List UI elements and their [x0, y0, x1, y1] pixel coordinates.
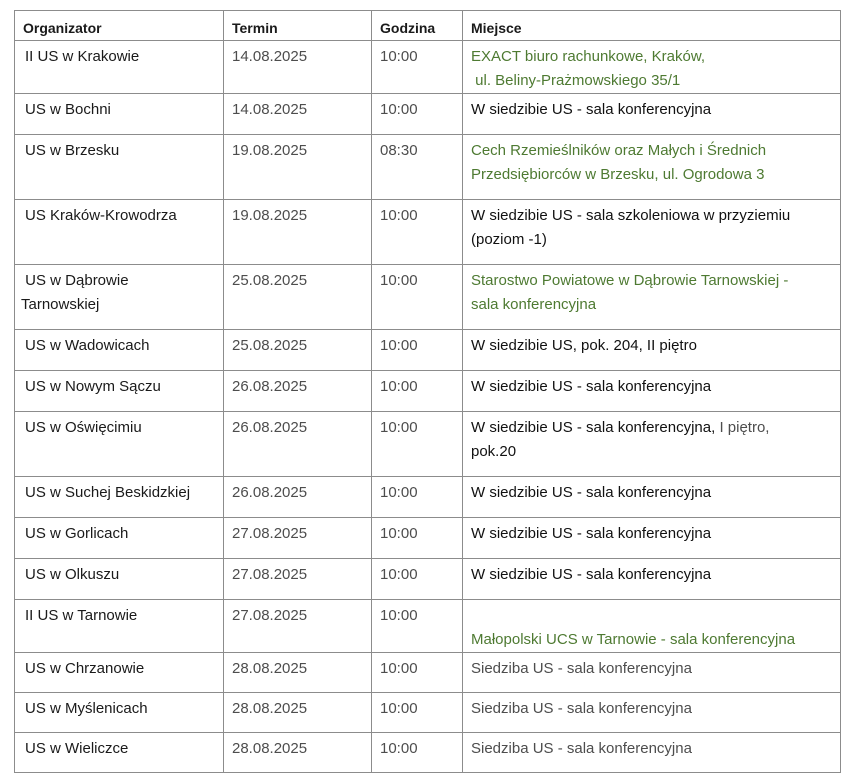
miejsce-text: W siedzibie US - sala konferencyjna [471, 566, 712, 583]
cell-miejsce [463, 200, 841, 265]
miejsce-line [471, 375, 832, 399]
cell-godzina: 10:00 [372, 693, 463, 733]
organizator-text: US w Myślenicach [25, 700, 148, 717]
table-row [15, 518, 841, 559]
cell-godzina: 10:00 [372, 559, 463, 600]
organizator-text: US w Olkuszu [25, 566, 120, 583]
organizator-text: US Kraków-Krowodrza [25, 207, 177, 224]
cell-godzina: 10:00 [372, 477, 463, 518]
cell-miejsce [463, 330, 841, 371]
organizator-text: US w Nowym Sączu [25, 378, 161, 395]
organizator-text: US w Wieliczce [25, 740, 129, 757]
miejsce-text: Starostwo Powiatowe w Dąbrowie Tarnowskiej - [471, 272, 789, 289]
cell-organizator [15, 135, 224, 200]
table-row [15, 559, 841, 600]
miejsce-text: EXACT biuro rachunkowe, Kraków, [471, 48, 706, 65]
cell-organizator [15, 94, 224, 135]
miejsce-text: W siedzibie US - sala konferencyjna [471, 484, 712, 501]
miejsce-line [471, 293, 832, 317]
miejsce-line [471, 45, 832, 69]
cell-miejsce [463, 477, 841, 518]
cell-miejsce [463, 265, 841, 330]
table-row [15, 693, 841, 733]
cell-termin: 28.08.2025 [224, 693, 372, 733]
miejsce-text: W siedzibie US - sala konferencyjna, [471, 419, 720, 436]
cell-godzina: 10:00 [372, 600, 463, 653]
schedule-table [14, 10, 841, 773]
cell-godzina: 10:00 [372, 518, 463, 559]
organizator-text: US w Dąbrowie [21, 272, 129, 289]
miejsce-line [471, 522, 832, 546]
miejsce-line [471, 481, 832, 505]
miejsce-line [471, 163, 832, 187]
cell-termin: 28.08.2025 [224, 653, 372, 693]
organizator-text: US w Suchej Beskidzkiej [25, 484, 191, 501]
cell-godzina: 10:00 [372, 265, 463, 330]
miejsce-line [471, 98, 832, 122]
header-godzina: Godzina [372, 11, 463, 41]
cell-organizator [15, 693, 224, 733]
table-row [15, 412, 841, 477]
cell-organizator [15, 330, 224, 371]
cell-termin: 26.08.2025 [224, 371, 372, 412]
miejsce-line [471, 204, 832, 228]
organizator-text-line2: Tarnowskiej [21, 296, 100, 313]
cell-termin: 19.08.2025 [224, 200, 372, 265]
table-row [15, 330, 841, 371]
cell-termin: 25.08.2025 [224, 330, 372, 371]
miejsce-text: sala konferencyjna [471, 296, 597, 313]
miejsce-line [471, 563, 832, 587]
miejsce-text: Siedziba US - sala konferencyjna [471, 700, 692, 717]
header-miejsce: Miejsce [463, 11, 841, 41]
cell-organizator [15, 200, 224, 265]
miejsce-line [471, 737, 832, 761]
miejsce-line [471, 604, 832, 628]
miejsce-text: pok.20 [471, 443, 517, 460]
cell-termin: 26.08.2025 [224, 477, 372, 518]
miejsce-text: ul. Beliny-Prażmowskiego 35/1 [471, 72, 681, 89]
cell-miejsce [463, 693, 841, 733]
cell-miejsce [463, 135, 841, 200]
organizator-text: US w Gorlicach [25, 525, 129, 542]
miejsce-text: W siedzibie US - sala konferencyjna [471, 101, 712, 118]
miejsce-line [471, 416, 832, 440]
cell-termin: 19.08.2025 [224, 135, 372, 200]
cell-godzina: 10:00 [372, 200, 463, 265]
organizator-text: US w Wadowicach [25, 337, 150, 354]
cell-godzina: 10:00 [372, 653, 463, 693]
cell-termin: 27.08.2025 [224, 600, 372, 653]
table-row [15, 265, 841, 330]
cell-godzina: 08:30 [372, 135, 463, 200]
cell-organizator [15, 733, 224, 773]
miejsce-line [471, 440, 832, 464]
miejsce-line [471, 139, 832, 163]
miejsce-extra-text: I piętro, [719, 419, 770, 436]
miejsce-text: Małopolski UCS w Tarnowie - sala konferencyjna [471, 631, 796, 648]
cell-organizator [15, 477, 224, 518]
cell-godzina: 10:00 [372, 41, 463, 94]
cell-termin: 14.08.2025 [224, 94, 372, 135]
table-row [15, 94, 841, 135]
miejsce-text: W siedzibie US - sala konferencyjna [471, 525, 712, 542]
cell-miejsce [463, 371, 841, 412]
miejsce-line [471, 269, 832, 293]
cell-miejsce [463, 600, 841, 653]
table-row [15, 371, 841, 412]
cell-organizator [15, 412, 224, 477]
miejsce-text: (poziom -1) [471, 231, 547, 248]
miejsce-line [471, 69, 832, 93]
table-row [15, 200, 841, 265]
cell-godzina: 10:00 [372, 330, 463, 371]
cell-miejsce [463, 412, 841, 477]
miejsce-text: W siedzibie US, pok. 204, II piętro [471, 337, 697, 354]
cell-organizator [15, 371, 224, 412]
table-row [15, 41, 841, 94]
miejsce-line [471, 697, 832, 721]
cell-godzina: 10:00 [372, 371, 463, 412]
cell-miejsce [463, 559, 841, 600]
miejsce-text: Siedziba US - sala konferencyjna [471, 660, 692, 677]
cell-termin: 28.08.2025 [224, 733, 372, 773]
miejsce-text: W siedzibie US - sala szkoleniowa w przyziemiu [471, 207, 791, 224]
header-termin: Termin [224, 11, 372, 41]
table-row [15, 600, 841, 653]
organizator-text: US w Oświęcimiu [25, 419, 142, 436]
cell-organizator [15, 600, 224, 653]
cell-organizator [15, 265, 224, 330]
cell-godzina: 10:00 [372, 733, 463, 773]
cell-termin: 14.08.2025 [224, 41, 372, 94]
miejsce-text: W siedzibie US - sala konferencyjna [471, 378, 712, 395]
organizator-text: US w Chrzanowie [25, 660, 145, 677]
cell-godzina: 10:00 [372, 94, 463, 135]
miejsce-line [471, 334, 832, 358]
miejsce-line [471, 628, 832, 652]
miejsce-text: Cech Rzemieślników oraz Małych i Średnich [471, 142, 767, 159]
table-row [15, 477, 841, 518]
cell-miejsce [463, 733, 841, 773]
cell-organizator [15, 518, 224, 559]
cell-termin: 27.08.2025 [224, 518, 372, 559]
miejsce-text: Przedsiębiorców w Brzesku, ul. Ogrodowa 3 [471, 166, 765, 183]
cell-termin: 27.08.2025 [224, 559, 372, 600]
cell-miejsce [463, 518, 841, 559]
table-body [15, 41, 841, 773]
table-row [15, 733, 841, 773]
table-row [15, 135, 841, 200]
cell-organizator [15, 41, 224, 94]
cell-miejsce [463, 41, 841, 94]
miejsce-line [471, 657, 832, 681]
organizator-text: US w Bochni [25, 101, 111, 118]
cell-termin: 25.08.2025 [224, 265, 372, 330]
table-row [15, 653, 841, 693]
miejsce-line [471, 228, 832, 252]
cell-organizator [15, 653, 224, 693]
header-organizator: Organizator [15, 11, 224, 41]
organizator-text: II US w Krakowie [25, 48, 140, 65]
cell-miejsce [463, 653, 841, 693]
cell-termin: 26.08.2025 [224, 412, 372, 477]
organizator-text: II US w Tarnowie [25, 607, 138, 624]
cell-organizator [15, 559, 224, 600]
cell-miejsce [463, 94, 841, 135]
cell-godzina: 10:00 [372, 412, 463, 477]
organizator-text: US w Brzesku [25, 142, 120, 159]
header-row [15, 11, 841, 41]
miejsce-text: Siedziba US - sala konferencyjna [471, 740, 692, 757]
